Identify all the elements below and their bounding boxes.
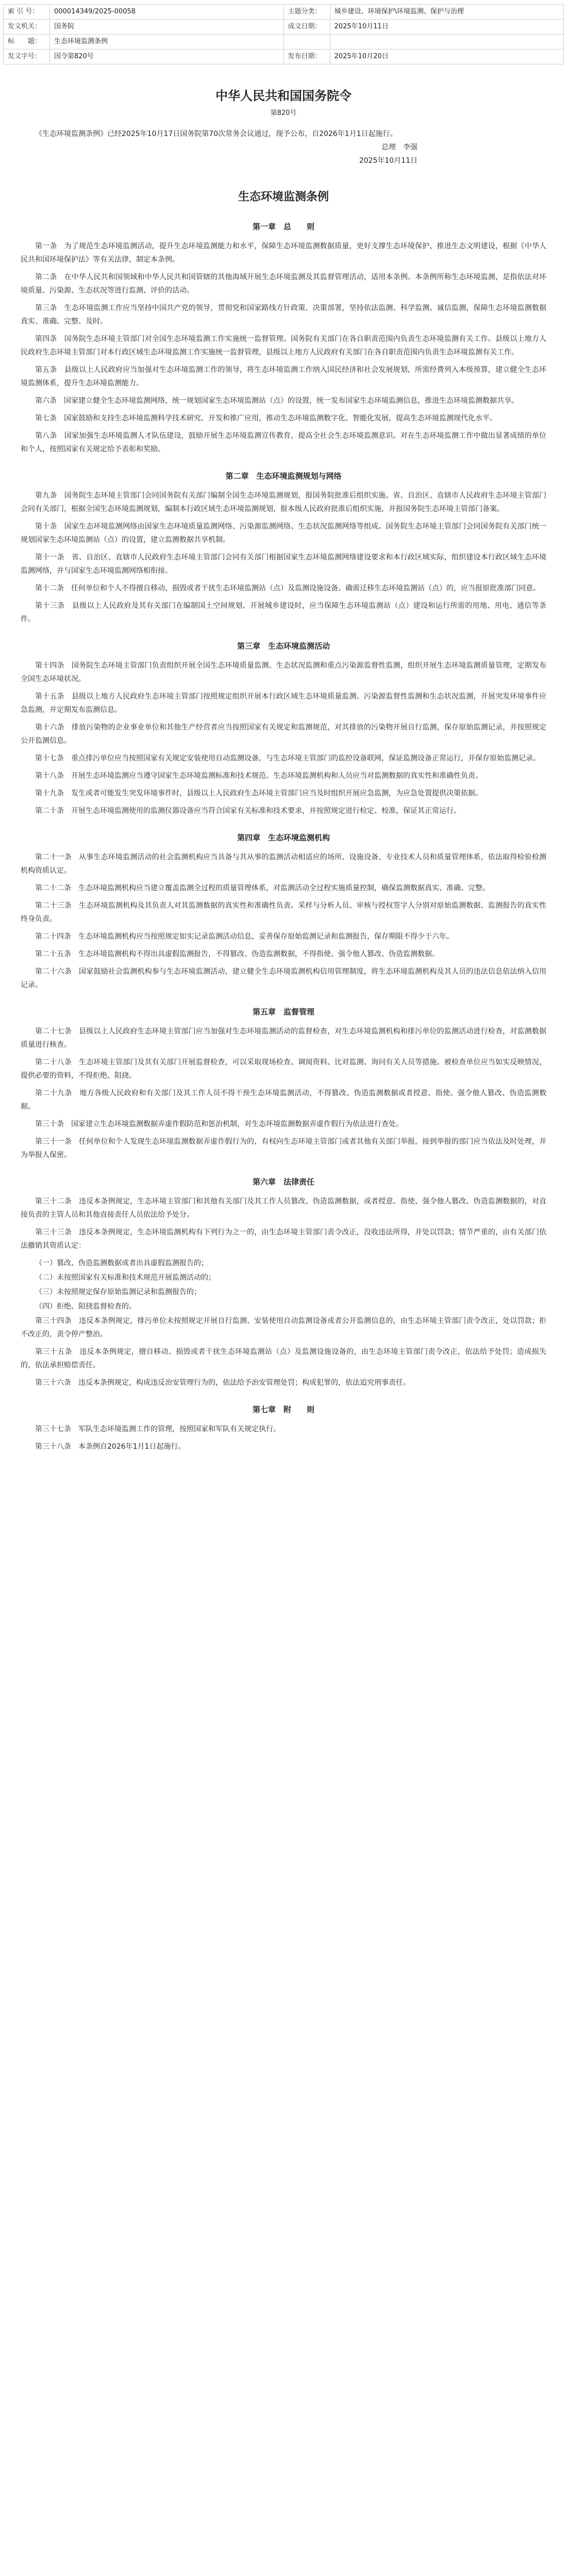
article-item: （三）未按照规定保存原始监测记录和监测报告的；: [35, 1288, 201, 1296]
decree-title: 中华人民共和国国务院令: [215, 89, 352, 103]
article-paragraph: 第五条 县级以上人民政府应当加强对生态环境监测工作的领导，将生态环境监测工作纳入国民经济和社会发展规划，所需经费列入本级预算，建立健全生态环境监测体系，提升生态环境监测能力。: [21, 366, 546, 387]
metadata-row: [4, 5, 564, 20]
article-item: （四）拒绝、阻挠监督检查的。: [35, 1302, 136, 1311]
metadata-row: [4, 35, 564, 49]
regulation-body: [21, 220, 546, 1453]
article-paragraph: 第三十一条 任何单位和个人发现生态环境监测数据弄虚作假行为的，有权向生态环境主管部门或者其他有关部门举报。接到举报的部门应当依法及时处理，并为举报人保密。: [21, 1138, 546, 1159]
metadata-row: [4, 49, 564, 64]
metadata-label: 发文机关：: [4, 20, 50, 35]
document-metadata-table: [3, 4, 564, 64]
article-paragraph: 第三十七条 军队生态环境监测工作的管理，按照国家和军队有关规定执行。: [35, 1425, 280, 1433]
metadata-value: 2025年10月11日: [330, 20, 563, 35]
article-paragraph: 第六条 国家建立健全生态环境监测网络，统一规划国家生态环境监测站（点）的设置，统一发布国家生态环境监测信息，推进生态环境监测数据共享。: [35, 397, 519, 405]
metadata-row: [4, 20, 564, 35]
article-paragraph: 第十二条 任何单位和个人不得擅自移动、损毁或者干扰生态环境监测站（点）及监测设施设备。确需迁移生态环境监测站（点）的，应当报原批准部门同意。: [35, 584, 540, 592]
article-paragraph: 第二十三条 生态环境监测机构及其负责人对其监测数据的真实性和准确性负责。采样与分析人员、审核与授权签字人分别对原始监测数据、监测报告的真实性终身负责。: [21, 902, 546, 923]
chapter-heading: 第七章 附 则: [252, 1405, 314, 1414]
article-paragraph: 第三十八条 本条例自2026年1月1日起施行。: [35, 1443, 186, 1451]
article-paragraph: 第十六条 排放污染物的企业事业单位和其他生产经营者应当按照国家有关规定和监测规范，对其排放的污染物开展自行监测，保存原始监测记录，并按照规定公开监测信息。: [21, 723, 546, 745]
article-paragraph: 第十七条 重点排污单位应当按照国家有关规定安装使用自动监测设备，与生态环境主管部门的监控设备联网，保证监测设备正常运行，并保存原始监测记录。: [35, 754, 540, 762]
article-paragraph: 第三十三条 违反本条例规定，生态环境监测机构有下列行为之一的，由生态环境主管部门责令改正，没收违法所得，并处以罚款；情节严重的，由有关部门依法撤销其资质认定：: [21, 1228, 546, 1250]
article-paragraph: 第九条 国务院生态环境主管部门会同国务院有关部门编制全国生态环境监测规划，报国务院批准后组织实施。省、自治区、直辖市人民政府生态环境主管部门会同有关部门，根据全国生态环境监测规划，编制本行政区域生态环境监测规划，报本级人民政府批准后组织实施，并报国务院生态环境主管部门备案。: [21, 492, 546, 513]
article-paragraph: 第四条 国务院生态环境主管部门对全国生态环境监测工作实施统一监督管理。国务院有关部门在各自职责范围内负责生态环境监测有关工作。县级以上地方人民政府生态环境主管部门对本行政区域生态环境监测工作实施统一监督管理，县级以上地方人民政府有关部门在各自职责范围内负责生态环境监测有关工作。: [21, 335, 546, 357]
metadata-body: [4, 5, 564, 64]
article-paragraph: 第三十五条 违反本条例规定，擅自移动、损毁或者干扰生态环境监测站（点）及监测设施设备的，由生态环境主管部门责令改正，依法给予处罚；造成损失的，依法承担赔偿责任。: [21, 1348, 546, 1369]
article-paragraph: 第二十二条 生态环境监测机构应当建立覆盖监测全过程的质量管理体系，对监测活动全过程实施质量控制，确保监测数据真实、准确、完整。: [35, 884, 490, 892]
article-paragraph: 第三十四条 违反本条例规定，排污单位未按照规定开展自行监测、安装使用自动监测设备或者公开监测信息的，由生态环境主管部门责令改正，处以罚款；拒不改正的，责令停产整治。: [21, 1317, 546, 1338]
metadata-label: [284, 35, 330, 49]
article-paragraph: 第二十八条 生态环境主管部门及其有关部门开展监督检查，可以采取现场检查、调阅资料、比对监测、询问有关人员等措施。被检查单位应当如实反映情况，提供必要的资料，不得拒绝、阻挠。: [21, 1058, 546, 1080]
article-paragraph: 第一条 为了规范生态环境监测活动，提升生态环境监测能力和水平，保障生态环境监测数据质量，更好支撑生态环境保护，推进生态文明建设，根据《中华人民共和国环境保护法》等有关法律，制定本条例。: [21, 242, 546, 264]
chapter-heading: 第一章 总 则: [252, 222, 314, 231]
article-paragraph: 第八条 国家加强生态环境监测人才队伍建设，鼓励开展生态环境监测宣传教育，提高全社会生态环境监测意识。对在生态环境监测工作中做出显著成绩的单位和个人，按照国家有关规定给予表彰和奖励。: [21, 432, 546, 453]
decree-signer: 总理 李强: [381, 143, 418, 151]
article-paragraph: 第十条 国家生态环境监测网络由国家生态环境质量监测网络、污染源监测网络、生态状况监测网络等组成。国务院生态环境主管部门会同国务院有关部门统一规划国家生态环境监测站（点）的设置，建立监测数据共享机制。: [21, 522, 546, 544]
article-paragraph: 第十四条 国务院生态环境主管部门负责组织开展全国生态环境质量监测、生态状况监测和重点污染源监督性监测，组织开展生态环境监测质量管理，定期发布全国生态环境状况。: [21, 662, 546, 683]
article-paragraph: 第二十九条 地方各级人民政府和有关部门及其工作人员不得干预生态环境监测活动，不得篡改、伪造监测数据或者授意、指使、强令他人篡改、伪造监测数据。: [21, 1089, 546, 1111]
article-paragraph: 第二十六条 国家鼓励社会监测机构参与生态环境监测活动，建立健全生态环境监测机构信用管理制度，将生态环境监测机构及其人员的违法信息依法纳入信用记录。: [21, 968, 546, 989]
chapter-heading: 第五章 监督管理: [252, 1007, 314, 1016]
metadata-label: 标 题：: [4, 35, 50, 49]
article-item: （一）篡改、伪造监测数据或者出具虚假监测报告的；: [35, 1259, 208, 1267]
metadata-value: 国务院: [49, 20, 284, 35]
document-page: [0, 64, 567, 1478]
article-paragraph: 第十九条 发生或者可能发生突发环境事件时，县级以上人民政府生态环境主管部门应当及时组织开展应急监测，为应急处置提供决策依据。: [35, 789, 482, 798]
article-paragraph: 第三十六条 违反本条例规定，构成违反治安管理行为的，依法给予治安管理处罚；构成犯罪的，依法追究刑事责任。: [35, 1379, 410, 1387]
metadata-value: 2025年10月20日: [330, 49, 563, 64]
chapter-heading: 第四章 生态环境监测机构: [237, 833, 330, 842]
metadata-label: 主题分类：: [284, 5, 330, 20]
metadata-value: 城乡建设、环境保护\环境监测、保护与治理: [330, 5, 563, 20]
article-paragraph: 第十五条 县级以上地方人民政府生态环境主管部门按照规定组织开展本行政区域生态环境质量监测、污染源监督性监测和生态状况监测，开展突发环境事件应急监测，并定期发布监测信息。: [21, 692, 546, 714]
article-item: （二）未按照国家有关标准和技术规范开展监测活动的；: [35, 1274, 215, 1282]
article-paragraph: 第二条 在中华人民共和国领域和中华人民共和国管辖的其他海域开展生态环境监测及其监督管理活动，适用本条例。本条例所称生态环境监测，是指依法对环境质量、污染源、生态状况等进行监测、评价的活动。: [21, 273, 546, 295]
metadata-label: 索 引 号：: [4, 5, 50, 20]
article-paragraph: 第三十条 国家建立生态环境监测数据弄虚作假防范和惩治机制，对生态环境监测数据弄虚作假行为依法进行查处。: [35, 1120, 403, 1128]
article-paragraph: 第二十四条 生态环境监测机构应当按照规定如实记录监测活动信息，妥善保存原始监测记录和监测报告，保存期限不得少于六年。: [35, 933, 454, 941]
metadata-label: 发布日期：: [284, 49, 330, 64]
metadata-value: 000014349/2025-00058: [49, 5, 284, 20]
article-paragraph: 第三十二条 违反本条例规定，生态环境主管部门和其他有关部门及其工作人员篡改、伪造监测数据，或者授意、指使、强令他人篡改、伪造监测数据的，对直接负责的主管人员和其他直接责任人员依法给予处分。: [21, 1197, 546, 1219]
article-paragraph: 第十三条 县级以上人民政府及其有关部门在编制国土空间规划、开展城乡建设时，应当保障生态环境监测站（点）建设和运行所需的用地、用电、通信等条件。: [21, 602, 546, 623]
metadata-label: 成文日期：: [284, 20, 330, 35]
decree-text: 《生态环境监测条例》已经2025年10月17日国务院第70次常务会议通过，现予公布，自2026年1月1日起施行。: [35, 130, 397, 138]
article-paragraph: 第十一条 省、自治区、直辖市人民政府生态环境主管部门会同有关部门根据国家生态环境监测网络建设要求和本行政区域实际，组织建设本行政区域生态环境监测网络，并与国家生态环境监测网络相衔接。: [21, 553, 546, 575]
chapter-heading: 第六章 法律责任: [252, 1177, 314, 1187]
article-paragraph: 第十八条 开展生态环境监测应当遵守国家生态环境监测标准和技术规范。生态环境监测机构和人员应当对监测数据的真实性和准确性负责。: [35, 772, 482, 780]
article-paragraph: 第七条 国家鼓励和支持生态环境监测科学技术研究、开发和推广应用，推动生态环境监测数字化、智能化发展，提高生态环境监测现代化水平。: [35, 414, 497, 422]
metadata-value: 生态环境监测条例: [49, 35, 284, 49]
metadata-value: [330, 35, 563, 49]
chapter-heading: 第二章 生态环境监测规划与网络: [225, 471, 342, 481]
article-paragraph: 第二十七条 县级以上人民政府生态环境主管部门应当加强对生态环境监测活动的监督检查，对生态环境监测机构和排污单位的监测活动进行检查，对监测数据质量进行核查。: [21, 1027, 546, 1049]
regulation-title: 生态环境监测条例: [238, 191, 329, 204]
article-paragraph: 第二十一条 从事生态环境监测活动的社会监测机构应当具备与其从事的监测活动相适应的场所、设施设备、专业技术人员和质量管理体系，依法取得检验检测机构资质认定。: [21, 853, 546, 875]
article-paragraph: 第二十五条 生态环境监测机构不得出具虚假监测报告，不得篡改、伪造监测数据，不得指使、强令他人篡改、伪造监测数据。: [35, 950, 439, 958]
metadata-value: 国令第820号: [49, 49, 284, 64]
article-paragraph: 第三条 生态环境监测工作应当坚持中国共产党的领导，贯彻党和国家路线方针政策、决策部署，坚持依法监测、科学监测、诚信监测，保障生态环境监测数据真实、准确、完整、及时。: [21, 304, 546, 326]
decree-date: 2025年10月11日: [359, 157, 418, 165]
article-paragraph: 第二十条 开展生态环境监测使用的监测仪器设备应当符合国家有关标准和技术要求，并按照规定进行检定、校准，保证其正常运行。: [35, 807, 461, 815]
decree-number: 第820号: [270, 109, 297, 117]
chapter-heading: 第三章 生态环境监测活动: [237, 641, 330, 651]
metadata-label: 发文字号：: [4, 49, 50, 64]
